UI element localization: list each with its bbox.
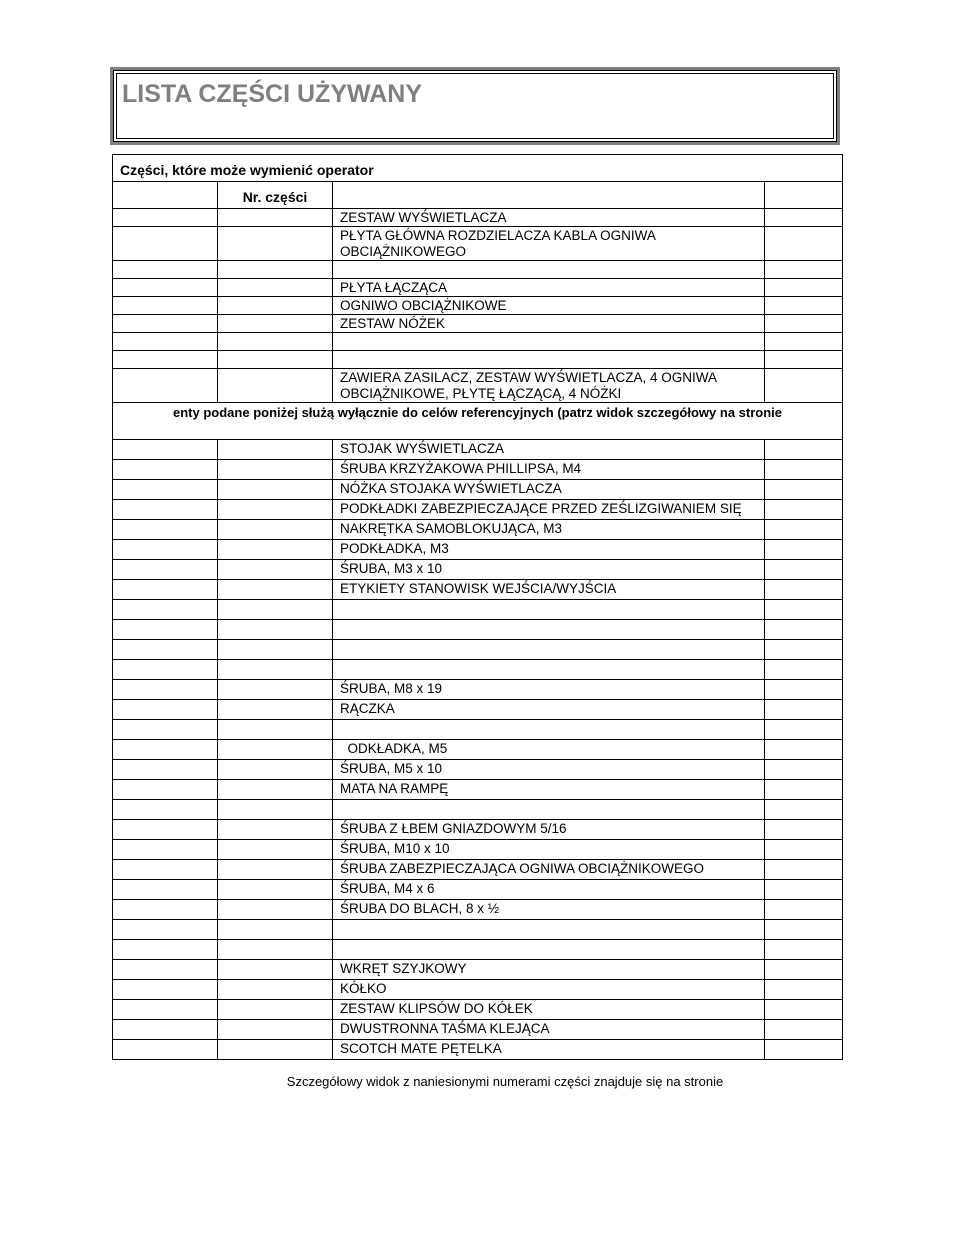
item-qty — [765, 500, 843, 520]
item-cell-ref — [113, 660, 218, 680]
item-qty — [765, 880, 843, 900]
item-qty — [765, 720, 843, 740]
item-description: ŚRUBA KRZYŻAKOWA PHILLIPSA, M4 — [333, 460, 765, 480]
operator-item-row — [113, 261, 843, 279]
operator-item-row — [113, 209, 843, 227]
item-qty — [765, 980, 843, 1000]
item-cell-ref — [113, 680, 218, 700]
header-cell-empty-4 — [765, 182, 843, 209]
reference-item-row — [113, 1000, 843, 1020]
item-cell-ref — [113, 560, 218, 580]
reference-item-row — [113, 660, 843, 680]
item-part-number — [218, 279, 333, 297]
item-description: WKRĘT SZYJKOWY — [333, 960, 765, 980]
item-cell-ref — [113, 620, 218, 640]
item-part-number — [218, 580, 333, 600]
reference-item-row — [113, 720, 843, 740]
item-description: ŚRUBA DO BLACH, 8 x ½ — [333, 900, 765, 920]
item-description: OGNIWO OBCIĄŻNIKOWE — [333, 297, 765, 315]
item-description: STOJAK WYŚWIETLACZA — [333, 440, 765, 460]
item-description: NÓŻKA STOJAKA WYŚWIETLACZA — [333, 480, 765, 500]
item-part-number — [218, 1040, 333, 1060]
reference-item-row — [113, 480, 843, 500]
item-description: PŁYTA GŁÓWNA ROZDZIELACZA KABLA OGNIWA OBCIĄŻNIKOWEGO — [333, 227, 765, 261]
reference-item-row — [113, 580, 843, 600]
item-cell-ref — [113, 840, 218, 860]
item-qty — [765, 920, 843, 940]
reference-item-row — [113, 1020, 843, 1040]
item-cell-ref — [113, 460, 218, 480]
item-description: SCOTCH MATE PĘTELKA — [333, 1040, 765, 1060]
reference-item-row — [113, 940, 843, 960]
item-description: ETYKIETY STANOWISK WEJŚCIA/WYJŚCIA — [333, 580, 765, 600]
item-description: RĄCZKA — [333, 700, 765, 720]
item-cell-ref — [113, 351, 218, 369]
item-description: DWUSTRONNA TAŚMA KLEJĄCA — [333, 1020, 765, 1040]
item-qty — [765, 600, 843, 620]
item-qty — [765, 209, 843, 227]
item-qty — [765, 297, 843, 315]
item-description: NAKRĘTKA SAMOBLOKUJĄCA, M3 — [333, 520, 765, 540]
item-description: ODKŁADKA, M5 — [333, 740, 765, 760]
item-description — [333, 660, 765, 680]
item-description: ŚRUBA, M5 x 10 — [333, 760, 765, 780]
reference-item-row — [113, 680, 843, 700]
item-description: ŚRUBA, M10 x 10 — [333, 840, 765, 860]
reference-item-row — [113, 800, 843, 820]
item-cell-ref — [113, 540, 218, 560]
item-qty — [765, 480, 843, 500]
item-qty — [765, 800, 843, 820]
reference-item-row — [113, 560, 843, 580]
footer-note: Szczegółowy widok z naniesionymi numerami części znajduje się na stronie — [286, 1074, 724, 1089]
item-part-number — [218, 540, 333, 560]
item-cell-ref — [113, 1040, 218, 1060]
item-cell-ref — [113, 500, 218, 520]
item-qty — [765, 460, 843, 480]
item-cell-ref — [113, 640, 218, 660]
item-cell-ref — [113, 315, 218, 333]
item-part-number — [218, 880, 333, 900]
item-description: MATA NA RAMPĘ — [333, 780, 765, 800]
item-part-number — [218, 460, 333, 480]
item-qty — [765, 351, 843, 369]
item-description: PODKŁADKA, M3 — [333, 540, 765, 560]
item-description — [333, 920, 765, 940]
reference-note: enty podane poniżej służą wyłącznie do celów referencyjnych (patrz widok szczegółowy na stronie — [113, 403, 843, 440]
item-cell-ref — [113, 800, 218, 820]
item-description — [333, 800, 765, 820]
item-part-number — [218, 640, 333, 660]
item-qty — [765, 580, 843, 600]
item-part-number — [218, 800, 333, 820]
item-description: KÓŁKO — [333, 980, 765, 1000]
item-part-number — [218, 940, 333, 960]
item-cell-ref — [113, 820, 218, 840]
column-header-row — [113, 182, 843, 209]
reference-item-row — [113, 820, 843, 840]
item-qty — [765, 227, 843, 261]
item-cell-ref — [113, 333, 218, 351]
item-cell-ref — [113, 227, 218, 261]
reference-item-row — [113, 780, 843, 800]
item-qty — [765, 520, 843, 540]
item-part-number — [218, 315, 333, 333]
item-part-number — [218, 227, 333, 261]
part-number-header: Nr. części — [218, 182, 333, 209]
operator-item-row — [113, 351, 843, 369]
item-cell-ref — [113, 261, 218, 279]
item-part-number — [218, 500, 333, 520]
reference-item-row — [113, 540, 843, 560]
item-part-number — [218, 1000, 333, 1020]
item-cell-ref — [113, 780, 218, 800]
item-qty — [765, 640, 843, 660]
item-qty — [765, 620, 843, 640]
item-qty — [765, 333, 843, 351]
item-cell-ref — [113, 480, 218, 500]
item-cell-ref — [113, 369, 218, 403]
item-cell-ref — [113, 279, 218, 297]
item-part-number — [218, 740, 333, 760]
item-cell-ref — [113, 900, 218, 920]
item-qty — [765, 840, 843, 860]
item-part-number — [218, 760, 333, 780]
item-qty — [765, 560, 843, 580]
header-cell-description — [333, 182, 765, 209]
operator-item-row — [113, 333, 843, 351]
item-cell-ref — [113, 960, 218, 980]
item-part-number — [218, 440, 333, 460]
item-qty — [765, 1000, 843, 1020]
item-qty — [765, 860, 843, 880]
page-title: LISTA CZĘŚCI UŻYWANY — [122, 80, 422, 108]
item-description — [333, 351, 765, 369]
item-description — [333, 333, 765, 351]
item-description: ŚRUBA, M3 x 10 — [333, 560, 765, 580]
item-qty — [765, 540, 843, 560]
item-cell-ref — [113, 1020, 218, 1040]
item-part-number — [218, 351, 333, 369]
item-cell-ref — [113, 297, 218, 315]
item-part-number — [218, 600, 333, 620]
item-qty — [765, 940, 843, 960]
item-part-number — [218, 560, 333, 580]
item-description: ŚRUBA ZABEZPIECZAJĄCA OGNIWA OBCIĄŻNIKOWEGO — [333, 860, 765, 880]
item-description — [333, 940, 765, 960]
item-part-number — [218, 369, 333, 403]
reference-item-row — [113, 880, 843, 900]
item-cell-ref — [113, 209, 218, 227]
operator-item-row — [113, 297, 843, 315]
reference-item-row — [113, 840, 843, 860]
item-part-number — [218, 840, 333, 860]
item-description — [333, 600, 765, 620]
item-cell-ref — [113, 440, 218, 460]
reference-item-row — [113, 600, 843, 620]
reference-item-row — [113, 740, 843, 760]
item-qty — [765, 440, 843, 460]
item-part-number — [218, 900, 333, 920]
item-qty — [765, 1040, 843, 1060]
reference-item-row — [113, 900, 843, 920]
item-part-number — [218, 780, 333, 800]
header-cell-empty-1 — [113, 182, 218, 209]
item-part-number — [218, 980, 333, 1000]
reference-item-row — [113, 1040, 843, 1060]
item-part-number — [218, 680, 333, 700]
title-box — [110, 67, 840, 145]
item-cell-ref — [113, 1000, 218, 1020]
reference-item-row — [113, 500, 843, 520]
item-part-number — [218, 720, 333, 740]
item-part-number — [218, 1020, 333, 1040]
operator-item-row — [113, 279, 843, 297]
item-description: ŚRUBA, M8 x 19 — [333, 680, 765, 700]
item-part-number — [218, 520, 333, 540]
item-qty — [765, 680, 843, 700]
item-qty — [765, 700, 843, 720]
reference-item-row — [113, 440, 843, 460]
item-qty — [765, 820, 843, 840]
item-part-number — [218, 820, 333, 840]
item-description: PODKŁADKI ZABEZPIECZAJĄCE PRZED ZEŚLIZGIWANIEM SIĘ — [333, 500, 765, 520]
item-cell-ref — [113, 600, 218, 620]
item-description: ZESTAW NÓŻEK — [333, 315, 765, 333]
item-cell-ref — [113, 980, 218, 1000]
reference-item-row — [113, 960, 843, 980]
reference-item-row — [113, 700, 843, 720]
item-qty — [765, 660, 843, 680]
item-part-number — [218, 620, 333, 640]
item-description — [333, 640, 765, 660]
reference-item-row — [113, 460, 843, 480]
item-description: ZAWIERA ZASILACZ, ZESTAW WYŚWIETLACZA, 4 OGNIWA OBCIĄŻNIKOWE, PŁYTĘ ŁĄCZĄCĄ, 4 NÓŻKI — [333, 369, 765, 403]
item-cell-ref — [113, 860, 218, 880]
item-part-number — [218, 261, 333, 279]
reference-item-row — [113, 920, 843, 940]
item-cell-ref — [113, 720, 218, 740]
item-part-number — [218, 860, 333, 880]
operator-section-heading: Części, które może wymienić operator — [113, 155, 843, 182]
reference-item-row — [113, 620, 843, 640]
item-description: PŁYTA ŁĄCZĄCA — [333, 279, 765, 297]
reference-note-row — [113, 403, 843, 440]
item-cell-ref — [113, 700, 218, 720]
item-qty — [765, 279, 843, 297]
item-part-number — [218, 297, 333, 315]
item-part-number — [218, 660, 333, 680]
operator-item-row — [113, 227, 843, 261]
item-cell-ref — [113, 760, 218, 780]
parts-table-body — [113, 155, 843, 1060]
item-cell-ref — [113, 920, 218, 940]
item-description: ZESTAW WYŚWIETLACZA — [333, 209, 765, 227]
operator-item-row — [113, 369, 843, 403]
item-part-number — [218, 333, 333, 351]
reference-item-row — [113, 760, 843, 780]
item-cell-ref — [113, 520, 218, 540]
item-part-number — [218, 700, 333, 720]
item-description — [333, 620, 765, 640]
reference-item-row — [113, 520, 843, 540]
reference-item-row — [113, 860, 843, 880]
item-description — [333, 261, 765, 279]
item-description: ŚRUBA, M4 x 6 — [333, 880, 765, 900]
reference-item-row — [113, 980, 843, 1000]
item-qty — [765, 900, 843, 920]
item-cell-ref — [113, 740, 218, 760]
item-qty — [765, 780, 843, 800]
item-qty — [765, 740, 843, 760]
item-qty — [765, 960, 843, 980]
item-part-number — [218, 920, 333, 940]
item-part-number — [218, 209, 333, 227]
item-part-number — [218, 480, 333, 500]
parts-table — [112, 154, 843, 1060]
item-description: ŚRUBA Z ŁBEM GNIAZDOWYM 5/16 — [333, 820, 765, 840]
item-description — [333, 720, 765, 740]
item-cell-ref — [113, 580, 218, 600]
operator-section-heading-row — [113, 155, 843, 182]
item-qty — [765, 1020, 843, 1040]
item-cell-ref — [113, 880, 218, 900]
item-qty — [765, 369, 843, 403]
reference-item-row — [113, 640, 843, 660]
item-description: ZESTAW KLIPSÓW DO KÓŁEK — [333, 1000, 765, 1020]
item-qty — [765, 261, 843, 279]
item-part-number — [218, 960, 333, 980]
operator-item-row — [113, 315, 843, 333]
item-qty — [765, 760, 843, 780]
item-qty — [765, 315, 843, 333]
item-cell-ref — [113, 940, 218, 960]
